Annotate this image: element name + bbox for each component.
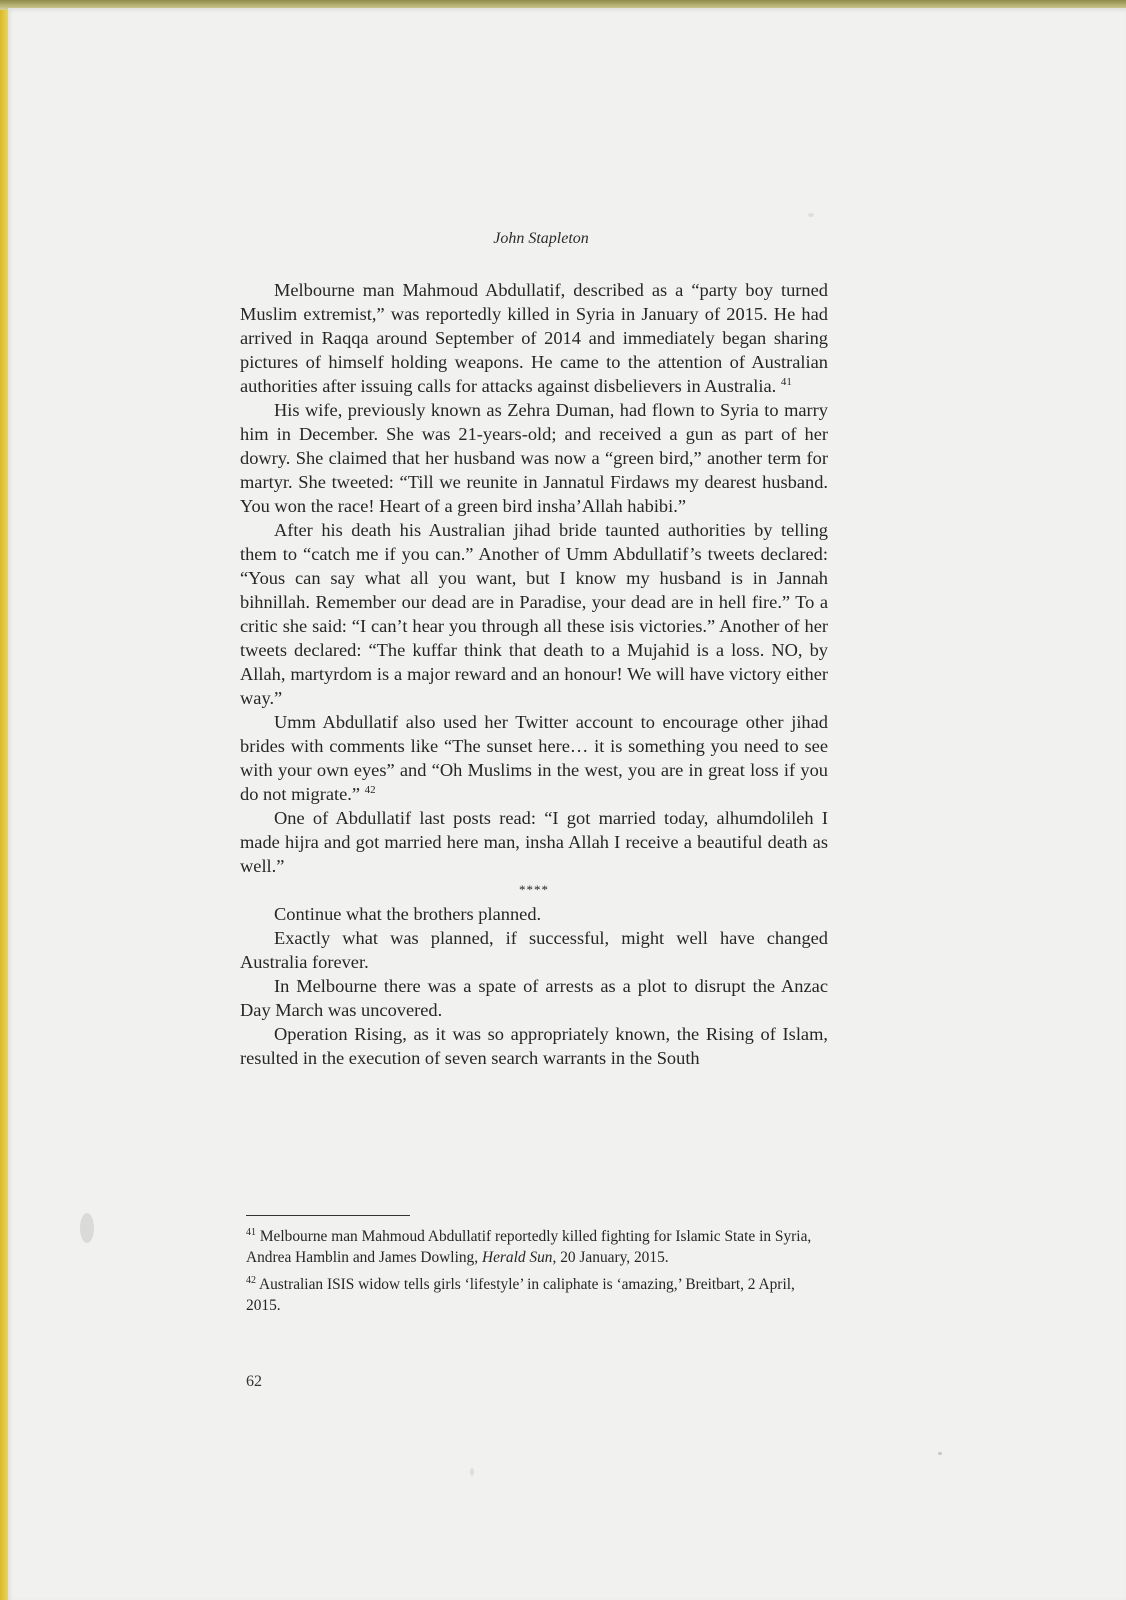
running-head: John Stapleton bbox=[493, 230, 589, 247]
footnote-divider bbox=[246, 1215, 410, 1216]
footnote-publication: Herald Sun bbox=[481, 1249, 553, 1266]
paragraph-text: After his death his Australian jihad bride taunted authorities by telling them to “catch me if you can.” Another of Umm Abdullatif’s tweets declared: “Yous can say what all you want, but I know my husband is in Jannah bihnillah. Remember our dead are in Paradise, your dead are in hell fire.” To a critic she said: “I can’t hear you through all these isis victories.” Another of her tweets declared: “The kuffar think that death to a Mujahid is a loss. NO, by Allah, martyrdom is a major reward and an honour! We will have victory either way.” bbox=[240, 520, 828, 708]
paragraph bbox=[240, 974, 828, 1022]
paragraph-text: Continue what the brothers planned. bbox=[274, 904, 542, 924]
footnote-text: Melbourne man Mahmoud Abdullatif reportedly killed fighting for Islamic State in Syria, Andrea Hamblin and James Dowling, bbox=[246, 1228, 812, 1266]
footnote-ref: 42 bbox=[364, 783, 376, 796]
paragraph-text: Operation Rising, as it was so appropriately known, the Rising of Islam, resulted in the execution of seven search warrants in the South bbox=[240, 1024, 828, 1068]
paragraph-text: In Melbourne there was a spate of arrests as a plot to disrupt the Anzac Day March was uncovered. bbox=[240, 976, 828, 1020]
footnote-number: 42 bbox=[246, 1274, 256, 1286]
paragraph-text: Umm Abdullatif also used her Twitter account to encourage other jihad brides with comments like “The sunset here… it is something you need to see with your own eyes” and “Oh Muslims in the west, you are in great loss if you do not migrate.” bbox=[240, 712, 828, 804]
paragraph bbox=[240, 710, 828, 806]
paragraph bbox=[240, 278, 828, 398]
paragraph-text: One of Abdullatif last posts read: “I got married today, alhumdolileh I made hijra and got married here man, insha Allah I receive a beautiful death as well.” bbox=[240, 808, 828, 876]
book-page bbox=[8, 8, 1126, 1600]
scan-speck bbox=[808, 213, 814, 217]
footnotes bbox=[246, 1226, 828, 1322]
paragraph-text: Melbourne man Mahmoud Abdullatif, described as a “party boy turned Muslim extremist,” was reportedly killed in Syria in January of 2015. He had arrived in Raqqa around September of 2014 and immediately began sharing pictures of himself holding weapons. He came to the attention of Australian authorities after issuing calls for attacks against disbelievers in Australia. bbox=[240, 280, 828, 396]
footnote-number: 41 bbox=[246, 1226, 256, 1238]
footnote bbox=[246, 1274, 828, 1316]
paragraph-text: His wife, previously known as Zehra Duman, had flown to Syria to marry him in December. She was 21-years-old; and received a gun as part of her dowry. She claimed that her husband was now a “green bird,” another term for martyr. She tweeted: “Till we reunite in Jannatul Firdaws my dearest husband. You won the race! Heart of a green bird insha’Allah habibi.” bbox=[240, 400, 828, 516]
paragraph bbox=[240, 902, 828, 926]
page-number: 62 bbox=[246, 1373, 262, 1390]
footnote-text: , 20 January, 2015. bbox=[552, 1249, 669, 1266]
paragraph bbox=[240, 806, 828, 878]
scan-speck bbox=[938, 1452, 942, 1455]
paragraph bbox=[240, 926, 828, 974]
footnote-text: Australian ISIS widow tells girls ‘lifestyle’ in caliphate is ‘amazing,’ Breitbart, 2 April, 2015. bbox=[246, 1276, 795, 1314]
footnote bbox=[246, 1226, 828, 1268]
scan-speck bbox=[470, 1468, 474, 1476]
paragraph bbox=[240, 398, 828, 518]
section-break: **** bbox=[519, 882, 549, 897]
paragraph-text: Exactly what was planned, if successful, might well have changed Australia forever. bbox=[240, 928, 828, 972]
paragraph bbox=[240, 518, 828, 710]
footnote-ref: 41 bbox=[780, 375, 792, 388]
paragraph bbox=[240, 1022, 828, 1070]
body-text bbox=[240, 278, 828, 1070]
scan-speck bbox=[80, 1213, 94, 1243]
